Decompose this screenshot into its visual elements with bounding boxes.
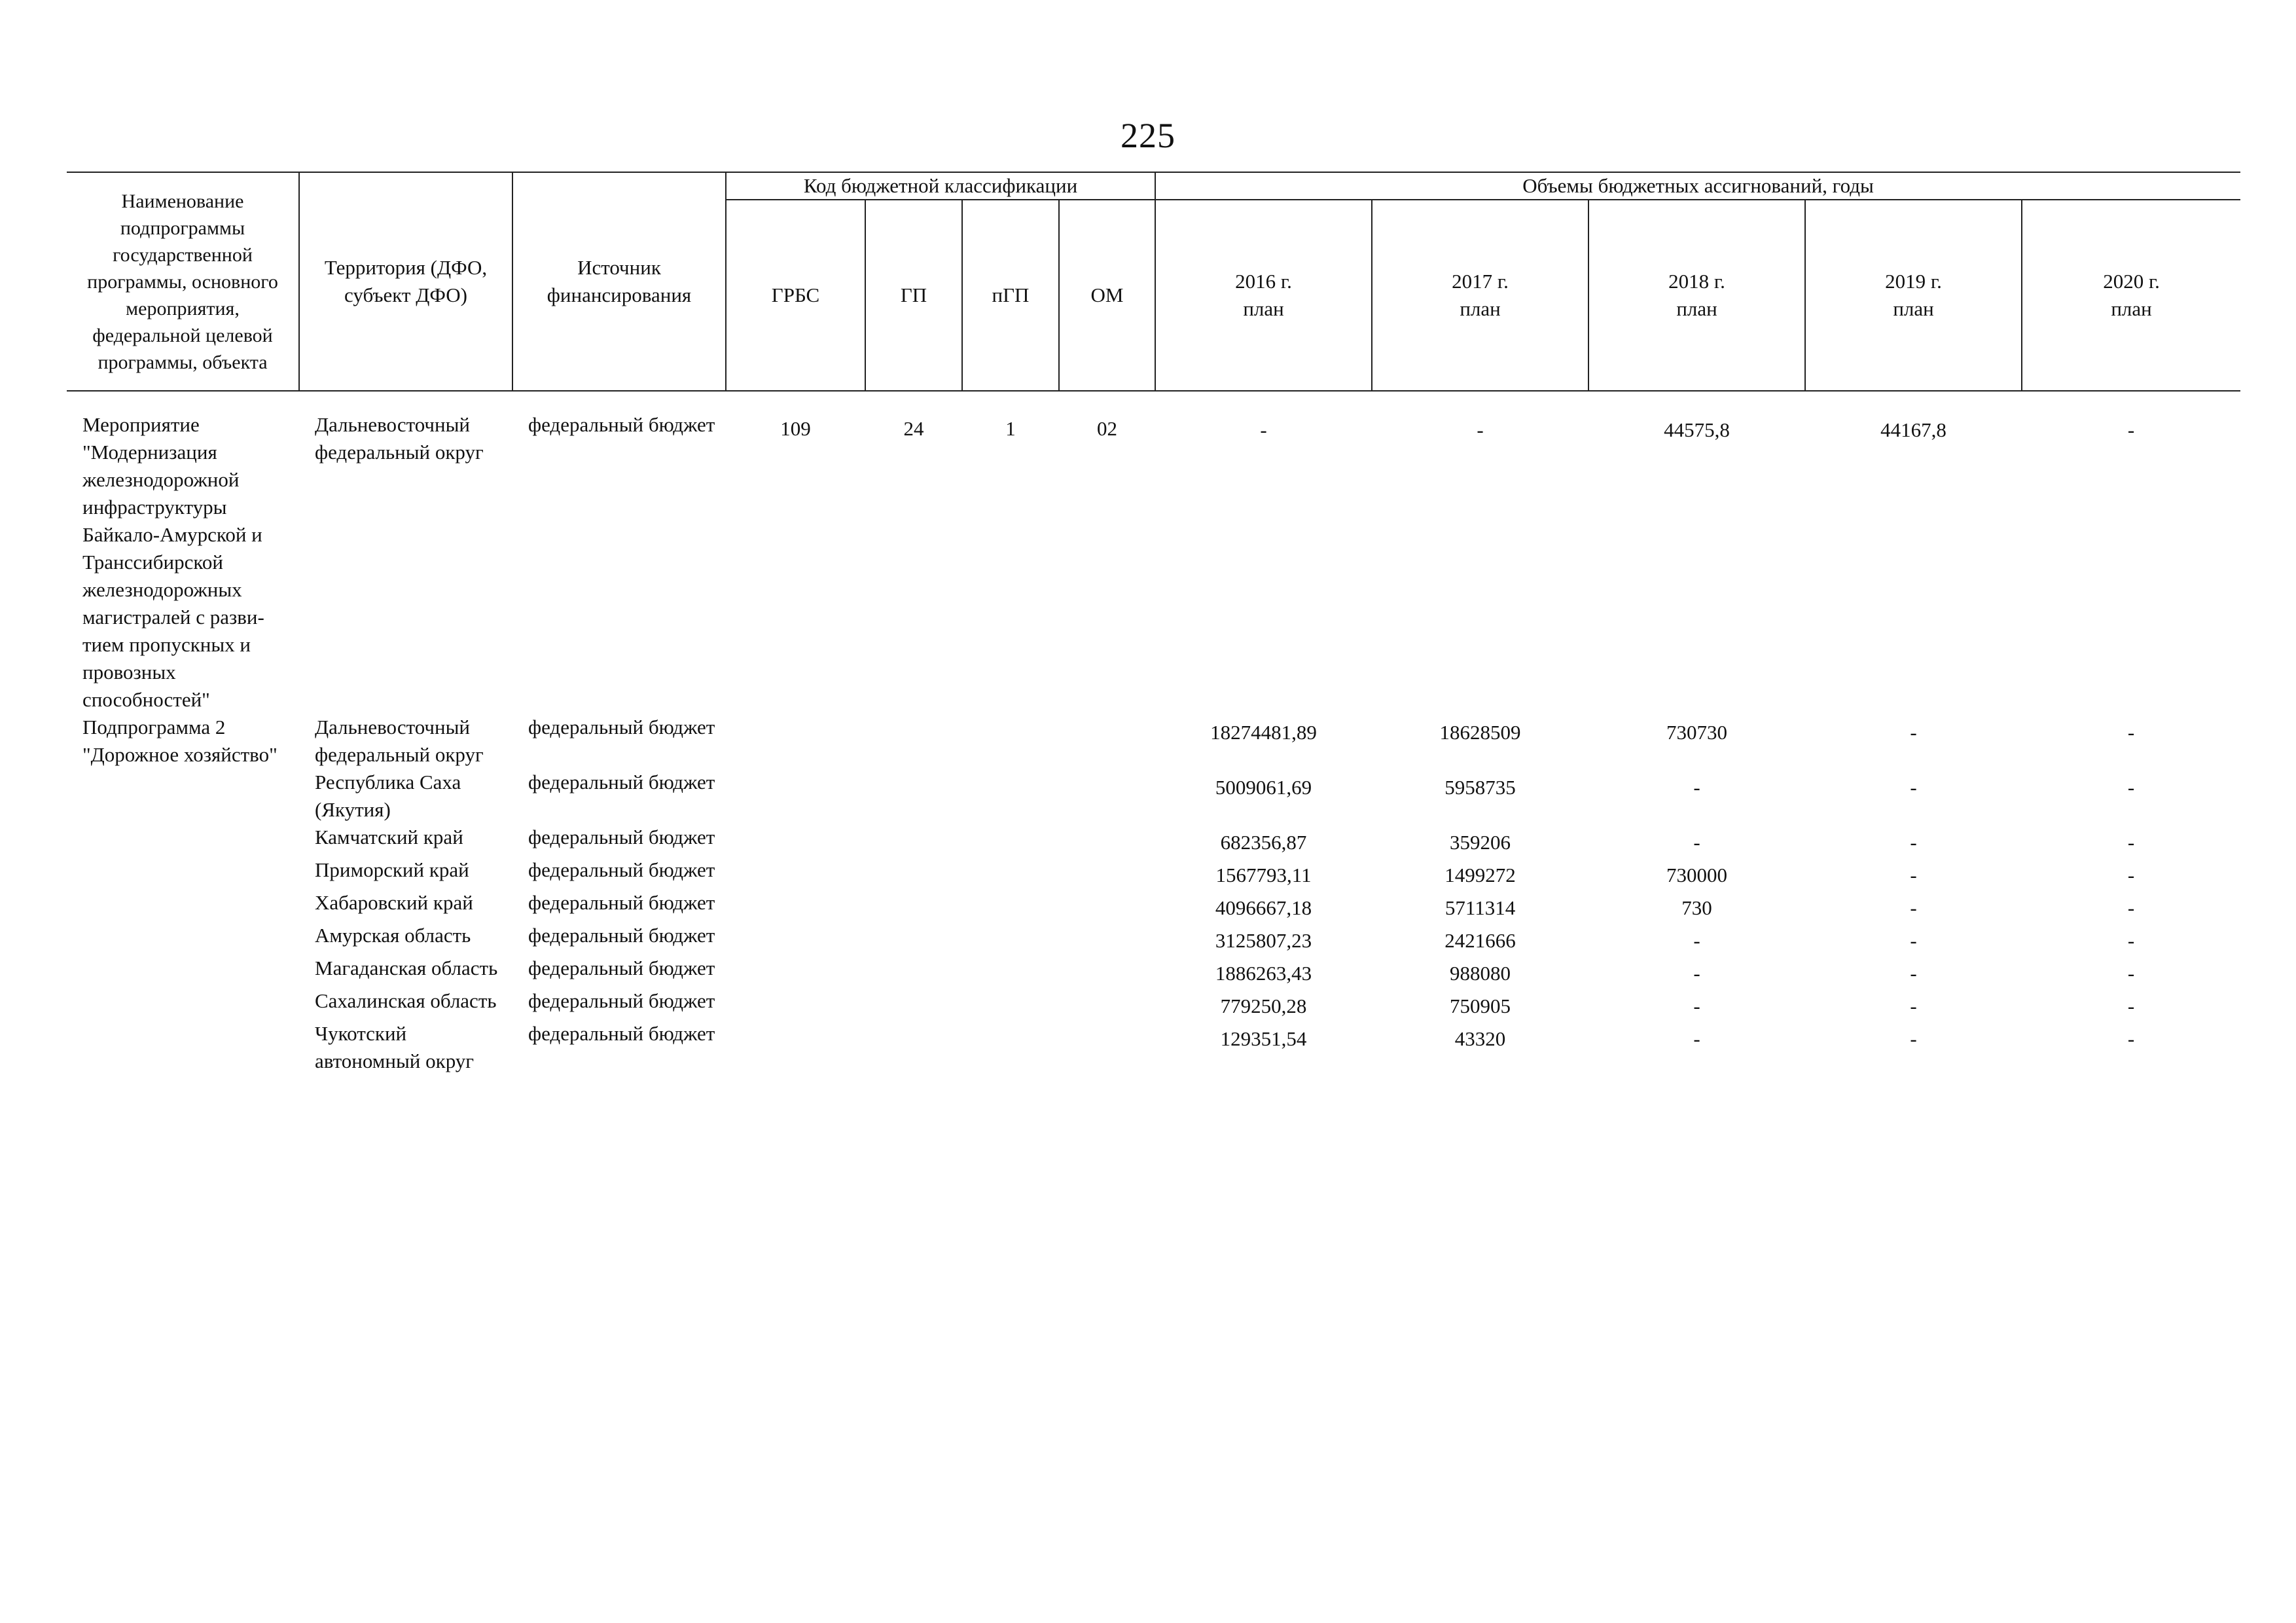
code-grbs: [726, 889, 865, 922]
code-pgp: 1: [1005, 417, 1016, 440]
value-2019: -: [1910, 721, 1917, 744]
value-2020: -: [2127, 776, 2135, 799]
table-row: [67, 856, 2240, 889]
row-territory: Сахалинская область: [315, 989, 497, 1012]
year-label: 2016 г.: [1235, 270, 1292, 293]
code-pgp: [962, 987, 1059, 1020]
value-2018: -: [1693, 994, 1700, 1017]
value-2019: -: [1910, 896, 1917, 919]
row-territory: Республика Саха (Якутия): [315, 771, 461, 821]
value-2019: -: [1910, 929, 1917, 952]
value-2016: 779250,28: [1220, 994, 1307, 1017]
code-gp: [865, 856, 962, 889]
value-2019: -: [1910, 864, 1917, 886]
row-territory: Камчатский край: [315, 826, 463, 848]
code-om: [1059, 889, 1155, 922]
table-row: [67, 411, 2240, 714]
row-territory: Хабаровский край: [315, 891, 473, 914]
value-2018: 730730: [1666, 721, 1728, 744]
header-year-2020: [2022, 200, 2240, 391]
code-grbs: [726, 922, 865, 955]
value-2020: -: [2127, 864, 2135, 886]
value-2018: -: [1693, 929, 1700, 952]
header-budget-code-group: Код бюджетной классификации: [726, 172, 1155, 200]
value-2016: 1567793,11: [1215, 864, 1312, 886]
value-2016: 4096667,18: [1215, 896, 1312, 919]
code-grbs: [726, 987, 865, 1020]
budget-table: [67, 172, 2240, 1075]
code-pgp: [962, 769, 1059, 824]
value-2018: 44575,8: [1664, 418, 1730, 441]
row-territory: Магаданская область: [315, 957, 498, 979]
value-2016: 1886263,43: [1215, 962, 1312, 985]
value-2017: 988080: [1450, 962, 1511, 985]
value-2017: 750905: [1450, 994, 1511, 1017]
table-row: [67, 955, 2240, 987]
value-2017: -: [1477, 418, 1484, 441]
row-source: федеральный бюджет: [528, 957, 715, 979]
code-grbs: 109: [780, 417, 811, 440]
code-gp: [865, 922, 962, 955]
table-header: [67, 172, 2240, 391]
code-pgp: [962, 856, 1059, 889]
header-name: Наименование подпрограммы государственной программы, основного мероприятия, федеральной целевой программы, объекта: [67, 172, 299, 391]
row-name: [67, 889, 299, 922]
header-om: ОМ: [1059, 200, 1155, 391]
value-2019: -: [1910, 1027, 1917, 1050]
row-territory: Приморский край: [315, 858, 469, 881]
row-name: Мероприятие "Модернизация железнодорожной инфраструктуры Байкало-Амурской и Транссибирской железнодорожных магистралей с разви-тием пропускных и провозных способностей": [82, 413, 264, 711]
code-gp: [865, 955, 962, 987]
year-label: 2017 г.: [1452, 270, 1509, 293]
header-allocations-group: Объемы бюджетных ассигнований, годы: [1155, 172, 2240, 200]
row-territory: Дальневосточный федеральный округ: [315, 716, 484, 766]
code-om: [1059, 824, 1155, 856]
row-source: федеральный бюджет: [528, 858, 715, 881]
code-pgp: [962, 714, 1059, 769]
code-pgp: [962, 1020, 1059, 1075]
code-gp: [865, 889, 962, 922]
value-2017: 359206: [1450, 831, 1511, 854]
row-name: [67, 769, 299, 824]
code-gp: [865, 824, 962, 856]
code-grbs: [726, 955, 865, 987]
header-territory: Территория (ДФО, субъект ДФО): [299, 172, 512, 391]
row-territory: Чукотский автономный округ: [315, 1022, 475, 1072]
code-om: [1059, 955, 1155, 987]
row-source: федеральный бюджет: [528, 1022, 715, 1045]
plan-label: план: [1460, 297, 1501, 320]
table-row: [67, 1020, 2240, 1075]
row-source: федеральный бюджет: [528, 716, 715, 739]
code-om: [1059, 922, 1155, 955]
code-gp: [865, 987, 962, 1020]
code-om: 02: [1097, 417, 1118, 440]
code-gp: [865, 769, 962, 824]
row-source: федеральный бюджет: [528, 924, 715, 947]
value-2017: 18628509: [1439, 721, 1521, 744]
value-2016: 5009061,69: [1215, 776, 1312, 799]
value-2017: 43320: [1454, 1027, 1506, 1050]
code-pgp: [962, 824, 1059, 856]
spacer-row: [67, 391, 2240, 411]
row-territory: Амурская область: [315, 924, 471, 947]
code-om: [1059, 856, 1155, 889]
row-name: [67, 824, 299, 856]
code-gp: [865, 1020, 962, 1075]
plan-label: план: [2111, 297, 2152, 320]
code-gp: 24: [903, 417, 924, 440]
code-om: [1059, 714, 1155, 769]
code-pgp: [962, 955, 1059, 987]
plan-label: план: [1893, 297, 1934, 320]
table-row: [67, 714, 2240, 769]
value-2017: 5958735: [1444, 776, 1516, 799]
value-2020: -: [2127, 962, 2135, 985]
value-2016: 18274481,89: [1210, 721, 1317, 744]
value-2019: 44167,8: [1880, 418, 1946, 441]
value-2016: 682356,87: [1220, 831, 1307, 854]
row-source: федеральный бюджет: [528, 413, 715, 436]
plan-label: план: [1676, 297, 1717, 320]
row-source: федеральный бюджет: [528, 771, 715, 793]
header-grbs: ГРБС: [726, 200, 865, 391]
code-om: [1059, 987, 1155, 1020]
header-year-2017: [1372, 200, 1588, 391]
value-2020: -: [2127, 1027, 2135, 1050]
value-2017: 5711314: [1444, 896, 1516, 919]
table-row: [67, 889, 2240, 922]
value-2019: -: [1910, 994, 1917, 1017]
header-year-2019: [1805, 200, 2022, 391]
value-2020: -: [2127, 896, 2135, 919]
code-pgp: [962, 889, 1059, 922]
value-2020: -: [2127, 831, 2135, 854]
code-om: [1059, 769, 1155, 824]
row-source: федеральный бюджет: [528, 989, 715, 1012]
header-year-2018: [1588, 200, 1805, 391]
header-year-2016: [1155, 200, 1372, 391]
code-grbs: [726, 824, 865, 856]
value-2018: 730000: [1666, 864, 1728, 886]
row-source: федеральный бюджет: [528, 826, 715, 848]
value-2016: -: [1260, 418, 1267, 441]
code-om: [1059, 1020, 1155, 1075]
value-2018: -: [1693, 831, 1700, 854]
year-label: 2020 г.: [2103, 270, 2160, 293]
code-gp: [865, 714, 962, 769]
value-2019: -: [1910, 776, 1917, 799]
code-grbs: [726, 1020, 865, 1075]
value-2018: -: [1693, 1027, 1700, 1050]
row-territory: Дальневосточный федеральный округ: [315, 413, 484, 464]
code-grbs: [726, 769, 865, 824]
value-2020: -: [2127, 418, 2135, 441]
value-2019: -: [1910, 962, 1917, 985]
value-2017: 1499272: [1444, 864, 1516, 886]
year-label: 2019 г.: [1885, 270, 1942, 293]
value-2018: -: [1693, 962, 1700, 985]
value-2018: -: [1693, 776, 1700, 799]
header-gp: ГП: [865, 200, 962, 391]
plan-label: план: [1243, 297, 1284, 320]
year-label: 2018 г.: [1668, 270, 1725, 293]
table-row: [67, 769, 2240, 824]
value-2016: 3125807,23: [1215, 929, 1312, 952]
table-body: [67, 391, 2240, 1075]
page-number: 225: [1121, 116, 1175, 155]
code-pgp: [962, 922, 1059, 955]
row-name: [67, 922, 299, 955]
value-2020: -: [2127, 994, 2135, 1017]
value-2018: 730: [1681, 896, 1712, 919]
value-2019: -: [1910, 831, 1917, 854]
row-name: [67, 1020, 299, 1075]
row-name: [67, 955, 299, 987]
value-2017: 2421666: [1444, 929, 1516, 952]
header-source: Источник финансирования: [512, 172, 726, 391]
code-grbs: [726, 714, 865, 769]
table-row: [67, 987, 2240, 1020]
row-name: [67, 987, 299, 1020]
row-name: [67, 856, 299, 889]
value-2020: -: [2127, 929, 2135, 952]
value-2020: -: [2127, 721, 2135, 744]
value-2016: 129351,54: [1220, 1027, 1307, 1050]
code-grbs: [726, 856, 865, 889]
row-source: федеральный бюджет: [528, 891, 715, 914]
row-name: Подпрограмма 2 "Дорожное хозяйство": [82, 716, 278, 766]
table-row: [67, 824, 2240, 856]
header-pgp: пГП: [962, 200, 1059, 391]
table-row: [67, 922, 2240, 955]
